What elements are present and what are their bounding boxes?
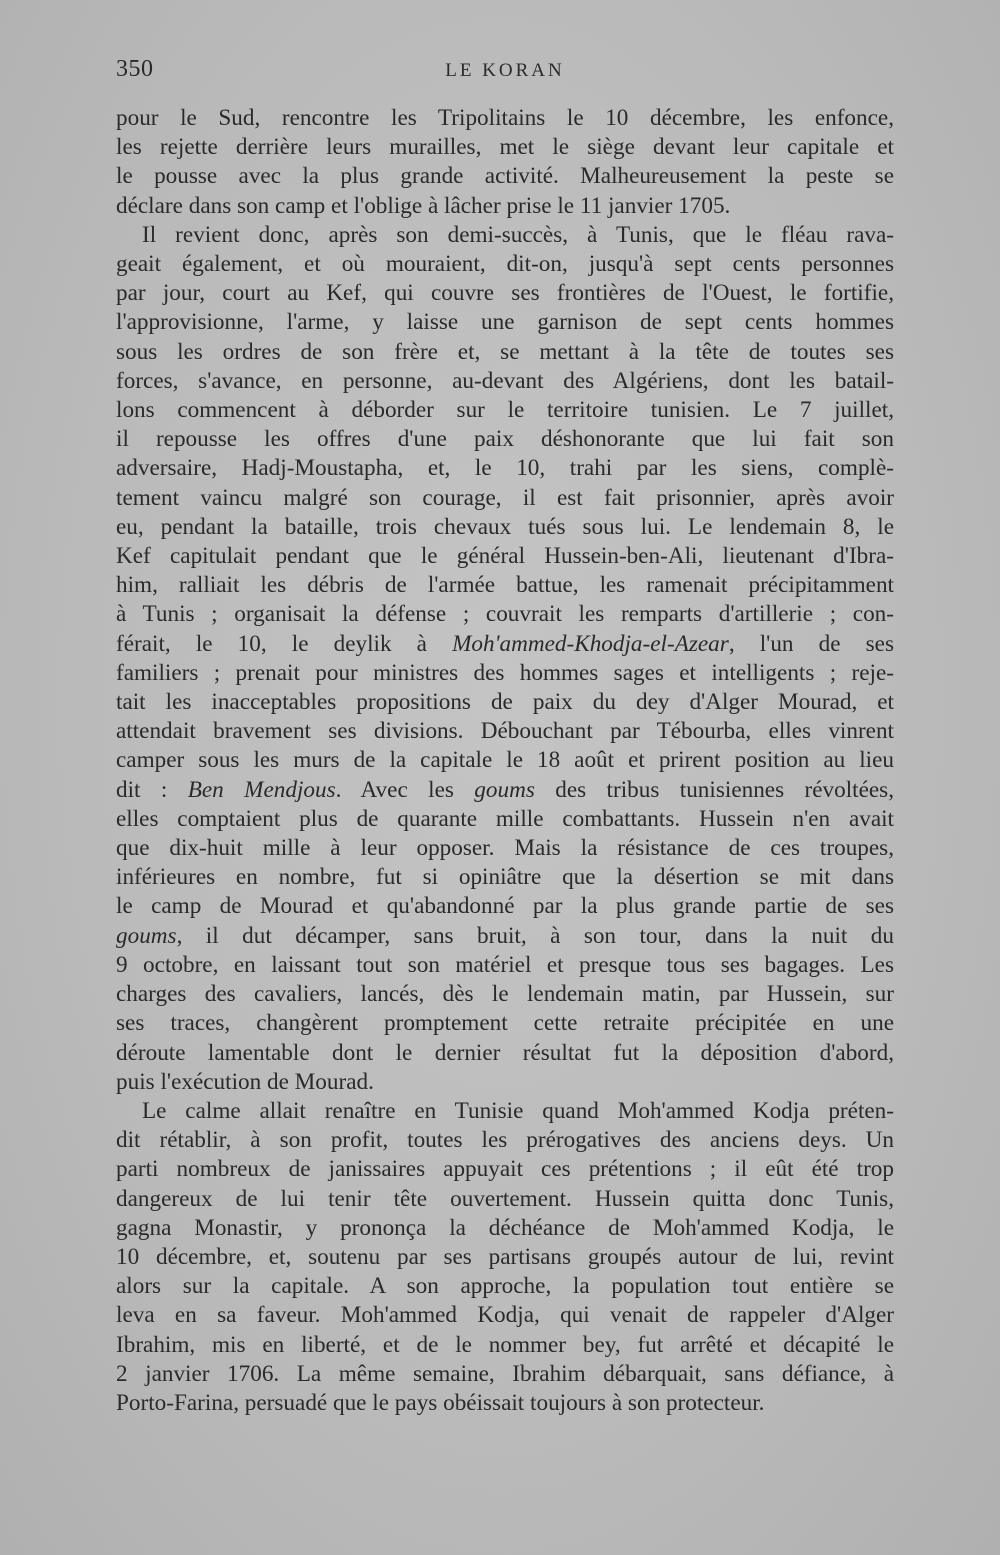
italic-term: Moh'ammed-Khodja-el-Azear (452, 630, 729, 657)
italic-term: Ben Mendjous (187, 776, 336, 803)
text-line: Porto-Farina, persuadé que le pays obéissait toujours à son protecteur. (116, 1389, 765, 1416)
page-header (116, 56, 894, 90)
text-line: Ibrahim, mis en liberté, et de le nommer bey, fut arrêté et décapité le (116, 1331, 894, 1358)
text-line: adversaire, Hadj-Moustapha, et, le 10, trahi par les siens, complè- (116, 455, 894, 482)
text-line: gagna Monastir, y prononça la déchéance de Moh'ammed Kodja, le (116, 1214, 894, 1241)
text-line: férait, le 10, le deylik à Moh'ammed-Khodja-el-Azear, l'un de ses (116, 630, 894, 657)
text-line: puis l'exécution de Mourad. (116, 1068, 374, 1095)
text-line: Kef capitulait pendant que le général Hussein-ben-Ali, lieutenant d'Ibra- (116, 543, 894, 570)
text-line: dit : Ben Mendjous. Avec les goums des tribus tunisiennes révoltées, (116, 776, 894, 803)
text-line: leva en sa faveur. Moh'ammed Kodja, qui venait de rappeler d'Alger (116, 1302, 894, 1329)
paragraph (116, 221, 894, 1097)
text-line: lons commencent à déborder sur le territoire tunisien. Le 7 juillet, (116, 397, 894, 424)
text-line: ses traces, changèrent promptement cette retraite précipitée en une (116, 1010, 894, 1037)
text-line: déclare dans son camp et l'oblige à lâcher prise le 11 janvier 1705. (116, 192, 731, 219)
text-line: charges des cavaliers, lancés, dès le lendemain matin, par Hussein, sur (116, 981, 894, 1008)
text-line: 2 janvier 1706. La même semaine, Ibrahim débarquait, sans défiance, à (116, 1360, 894, 1387)
text-line: alors sur la capitale. A son approche, la population tout entière se (116, 1273, 894, 1300)
text-line: geait également, et où mouraient, dit-on, jusqu'à sept cents personnes (116, 251, 894, 278)
text-line: dit rétablir, à son profit, toutes les prérogatives des anciens deys. Un (116, 1127, 894, 1154)
text-line: dangereux de lui tenir tête ouvertement. Hussein quitta donc Tunis, (116, 1185, 894, 1212)
text-line: attendait bravement ses divisions. Débouchant par Tébourba, elles vinrent (116, 718, 894, 745)
paragraph (116, 104, 894, 221)
text-line: il repousse les offres d'une paix déshonorante que lui fait son (116, 426, 894, 453)
body-text (116, 104, 894, 1418)
text-line: elles comptaient plus de quarante mille combattants. Hussein n'en avait (116, 805, 894, 832)
text-line: inférieures en nombre, fut si opiniâtre que la désertion se mit dans (116, 864, 894, 891)
text-line: les rejette derrière leurs murailles, met le siège devant leur capitale et (116, 134, 894, 161)
text-line: familiers ; prenait pour ministres des hommes sages et intelligents ; reje- (116, 659, 894, 686)
text-line: l'approvisionne, l'arme, y laisse une garnison de sept cents hommes (116, 309, 894, 336)
text-line: him, ralliait les débris de l'armée battue, les ramenait précipitamment (116, 572, 894, 599)
text-line: tait les inacceptables propositions de paix du dey d'Alger Mourad, et (116, 689, 894, 716)
text-line: parti nombreux de janissaires appuyait ces prétentions ; il eût été trop (116, 1156, 894, 1183)
text-line: que dix-huit mille à leur opposer. Mais la résistance de ces troupes, (116, 835, 894, 862)
text-line: par jour, court au Kef, qui couvre ses frontières de l'Ouest, le fortifie, (116, 280, 894, 307)
text-line: Le calme allait renaître en Tunisie quand Moh'ammed Kodja préten- (142, 1097, 894, 1124)
text-line: pour le Sud, rencontre les Tripolitains le 10 décembre, les enfonce, (116, 105, 894, 131)
italic-term: goums (116, 922, 177, 949)
text-line: goums, il dut décamper, sans bruit, à son tour, dans la nuit du (116, 922, 894, 949)
text-line: eu, pendant la bataille, trois chevaux tués sous lui. Le lendemain 8, le (116, 513, 894, 540)
text-line: 9 octobre, en laissant tout son matériel et presque tous ses bagages. Les (116, 951, 894, 978)
text-line: le pousse avec la plus grande activité. Malheureusement la peste se (116, 163, 894, 190)
text-line: le camp de Mourad et qu'abandonné par la plus grande partie de ses (116, 893, 894, 920)
text-line: sous les ordres de son frère et, se mettant à la tête de toutes ses (116, 338, 894, 365)
text-line: 10 décembre, et, soutenu par ses partisans groupés autour de lui, revint (116, 1243, 894, 1270)
text-line: tement vaincu malgré son courage, il est fait prisonnier, après avoir (116, 484, 894, 511)
paragraph (116, 1097, 894, 1418)
italic-term: goums (474, 776, 535, 803)
text-line: forces, s'avance, en personne, au-devant des Algériens, dont les batail- (116, 367, 894, 394)
text-line: camper sous les murs de la capitale le 18 août et prirent position au lieu (116, 747, 894, 774)
text-line: à Tunis ; organisait la défense ; couvrait les remparts d'artillerie ; con- (116, 601, 894, 628)
text-line: Il revient donc, après son demi-succès, à Tunis, que le fléau rava- (142, 221, 894, 248)
running-title: LE KORAN (445, 60, 565, 81)
page-number: 350 (116, 56, 154, 82)
text-line: déroute lamentable dont le dernier résultat fut la déposition d'abord, (116, 1039, 894, 1066)
